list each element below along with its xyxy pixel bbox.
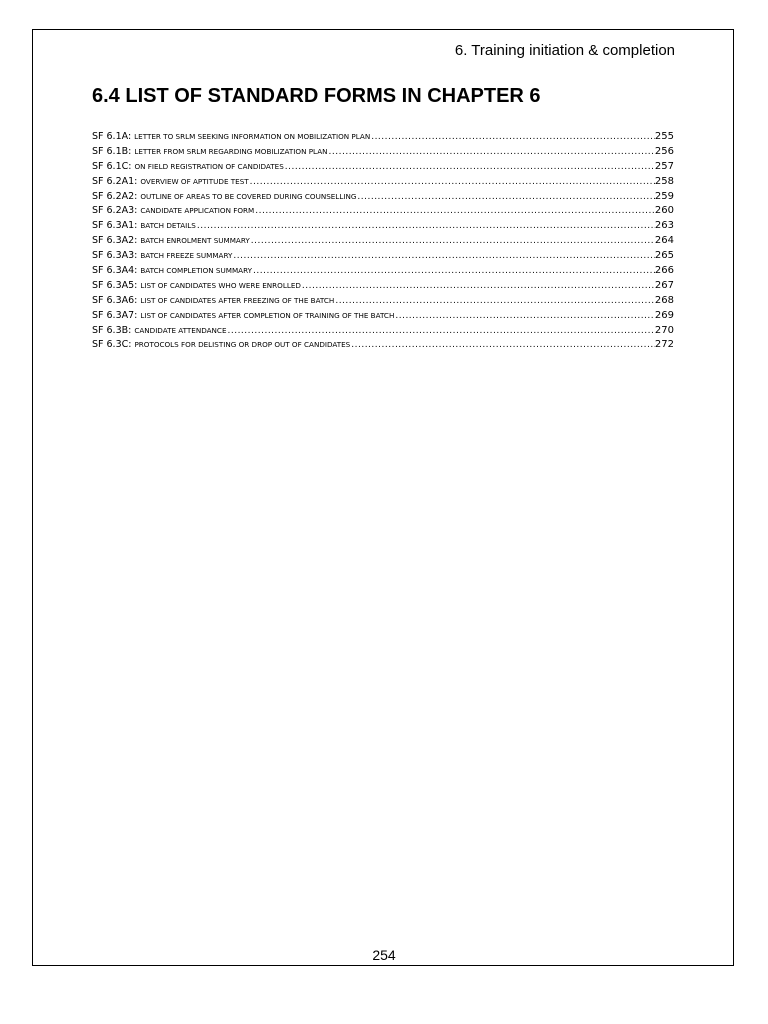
toc-leader-dots (394, 309, 655, 324)
toc-entry-code: SF 6.1B: (92, 145, 132, 157)
toc-entry-code: SF 6.3A7: (92, 309, 138, 321)
toc-leader-dots (252, 264, 655, 279)
toc-entry-code: SF 6.2A2: (92, 190, 138, 202)
toc-entry-code: SF 6.3A5: (92, 279, 138, 291)
toc-entry[interactable] (92, 204, 674, 219)
toc-entry-code: SF 6.3A1: (92, 220, 138, 232)
toc-entry-title: LETTER FROM SRLM REGARDING MOBILIZATION PLAN (134, 146, 328, 156)
toc-entry-title: PROTOCOLS FOR DELISTING OR DROP OUT OF CANDIDATES (134, 340, 351, 350)
toc-entry-code: SF 6.2A1: (92, 175, 138, 187)
toc-entry-title: CANDIDATE APPLICATION FORM (140, 206, 255, 216)
toc-leader-dots (232, 249, 655, 264)
toc-leader-dots (196, 219, 655, 234)
toc-entry-code: SF 6.3A4: (92, 265, 138, 277)
toc-entry[interactable] (92, 324, 674, 339)
toc-entry-page: 272 (654, 339, 674, 351)
toc-entry-title: OVERVIEW OF APTITUDE TEST (140, 176, 249, 186)
toc-entry[interactable] (92, 249, 674, 264)
toc-entry-page: 256 (654, 145, 674, 157)
toc-entry-title: ON FIELD REGISTRATION OF CANDIDATES (134, 161, 284, 171)
toc-entry-page: 269 (654, 309, 674, 321)
toc-entry-page: 260 (654, 205, 674, 217)
toc-leader-dots (284, 160, 655, 175)
toc-entry[interactable] (92, 145, 674, 160)
toc-leader-dots (334, 294, 655, 309)
toc-entry[interactable] (92, 160, 674, 175)
toc-entry-page: 259 (654, 190, 674, 202)
toc-entry-title: LIST OF CANDIDATES AFTER COMPLETION OF TRAINING OF THE BATCH (140, 310, 395, 320)
toc-entry[interactable] (92, 264, 674, 279)
toc-entry-title: LETTER TO SRLM SEEKING INFORMATION ON MOBILIZATION PLAN (134, 132, 371, 141)
toc-leader-dots (328, 145, 655, 160)
toc-list (92, 130, 674, 353)
toc-leader-dots (301, 279, 655, 294)
toc-entry[interactable] (92, 294, 674, 309)
toc-entry-title: BATCH COMPLETION SUMMARY (140, 266, 252, 276)
toc-entry-title: BATCH FREEZE SUMMARY (140, 251, 233, 261)
toc-entry[interactable] (92, 279, 674, 294)
toc-entry[interactable] (92, 190, 674, 205)
toc-entry-page: 268 (654, 294, 674, 306)
toc-entry-page: 265 (654, 250, 674, 262)
toc-entry[interactable] (92, 309, 674, 324)
toc-entry-title: BATCH DETAILS (140, 221, 196, 231)
running-header: 6. Training initiation & completion (454, 42, 675, 59)
toc-entry-code: SF 6.3A6: (92, 294, 138, 306)
toc-leader-dots (226, 324, 654, 339)
toc-entry-title: CANDIDATE ATTENDANCE (134, 325, 227, 335)
toc-leader-dots (370, 130, 655, 145)
toc-entry-title: BATCH ENROLMENT SUMMARY (140, 236, 250, 246)
page-number: 254 (372, 947, 396, 963)
toc-entry[interactable] (92, 130, 674, 145)
toc-entry-page: 266 (654, 265, 674, 277)
toc-entry-page: 255 (654, 131, 674, 142)
toc-entry-page: 267 (654, 279, 674, 291)
toc-entry-code: SF 6.2A3: (92, 205, 138, 217)
toc-entry-code: SF 6.1A: (92, 131, 132, 142)
section-title: 6.4 LIST OF STANDARD FORMS IN CHAPTER 6 (92, 85, 541, 107)
toc-entry[interactable] (92, 219, 674, 234)
toc-entry-title: LIST OF CANDIDATES WHO WERE ENROLLED (140, 280, 301, 290)
toc-entry-code: SF 6.3A3: (92, 250, 138, 262)
toc-entry-title: OUTLINE OF AREAS TO BE COVERED DURING COUNSELLING (140, 191, 357, 201)
toc-entry[interactable] (92, 175, 674, 190)
toc-entry-page: 257 (654, 160, 674, 172)
toc-entry-page: 258 (654, 175, 674, 187)
toc-entry-page: 264 (654, 235, 674, 247)
toc-leader-dots (250, 234, 655, 249)
toc-entry-page: 263 (654, 220, 674, 232)
toc-entry[interactable] (92, 234, 674, 249)
toc-entry[interactable] (92, 338, 674, 353)
toc-leader-dots (350, 338, 655, 353)
toc-leader-dots (356, 190, 655, 205)
toc-entry-title: LIST OF CANDIDATES AFTER FREEZING OF THE BATCH (140, 295, 335, 305)
toc-entry-code: SF 6.3A2: (92, 235, 138, 247)
toc-entry-code: SF 6.3B: (92, 324, 132, 336)
toc-leader-dots (249, 175, 655, 190)
toc-entry-code: SF 6.3C: (92, 339, 132, 351)
toc-entry-page: 270 (654, 324, 674, 336)
toc-leader-dots (254, 204, 655, 219)
toc-entry-code: SF 6.1C: (92, 160, 132, 172)
